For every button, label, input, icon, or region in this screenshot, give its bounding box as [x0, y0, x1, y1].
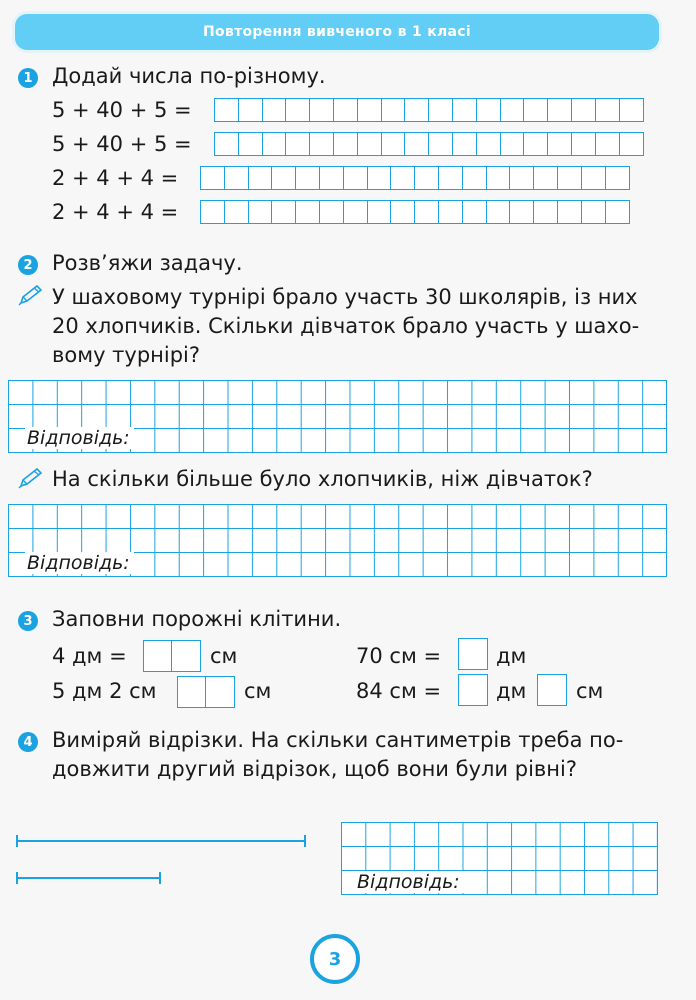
answer-cell[interactable]: [272, 167, 296, 189]
answer-cell[interactable]: [524, 99, 548, 121]
answer-cell[interactable]: [606, 201, 630, 223]
answer-cell[interactable]: [439, 201, 463, 223]
answer-cell[interactable]: [334, 133, 358, 155]
task1-title: Додай числа по-різному.: [52, 64, 326, 88]
answer-cell[interactable]: [239, 133, 263, 155]
answer-cell[interactable]: [344, 201, 368, 223]
task2-question-2: На скільки більше було хлопчиків, ніж дівчаток?: [52, 467, 593, 491]
answer-cell[interactable]: [596, 99, 620, 121]
answer-cell[interactable]: [310, 99, 334, 121]
unit-cm-1: см: [210, 644, 238, 668]
answer-grid-1[interactable]: [214, 98, 644, 122]
answer-cell[interactable]: [548, 99, 572, 121]
task4-line-1: Виміряй відрізки. На скільки сантиметрів треба по-: [52, 728, 624, 752]
answer-cell[interactable]: [286, 133, 310, 155]
answer-cell[interactable]: [320, 201, 344, 223]
task1-expression-2: 5 + 40 + 5 =: [52, 132, 192, 156]
task4-line-2: довжити другий відрізок, щоб вони були рівні?: [52, 757, 577, 781]
answer-cell[interactable]: [368, 201, 392, 223]
answer-cell[interactable]: [320, 167, 344, 189]
answer-cell[interactable]: [596, 133, 620, 155]
answer-cell[interactable]: [510, 167, 534, 189]
answer-cell[interactable]: [463, 167, 487, 189]
answer-cell[interactable]: [415, 167, 439, 189]
answer-cell[interactable]: [429, 99, 453, 121]
answer-cell[interactable]: [558, 167, 582, 189]
unit-cm-2: см: [244, 679, 272, 703]
task1-expression-1: 5 + 40 + 5 =: [52, 98, 192, 122]
answer-cell[interactable]: [572, 133, 596, 155]
task-number-2: 2: [18, 255, 38, 275]
answer-cell[interactable]: [368, 167, 392, 189]
answer-grid-3[interactable]: [200, 166, 630, 190]
answer-cell[interactable]: [263, 133, 287, 155]
input-box-cm-3[interactable]: [537, 674, 567, 706]
task1-expression-3: 2 + 4 + 4 =: [52, 166, 179, 190]
answer-cell[interactable]: [534, 167, 558, 189]
input-box-dm-2[interactable]: [458, 674, 488, 706]
page-number: 3: [310, 934, 360, 984]
answer-cell[interactable]: [429, 133, 453, 155]
answer-label-3: Відповідь:: [355, 871, 464, 893]
answer-cell[interactable]: [477, 99, 501, 121]
conversion-right-1: 70 см =: [356, 644, 442, 668]
answer-cell[interactable]: [391, 201, 415, 223]
answer-cell[interactable]: [510, 201, 534, 223]
answer-cell[interactable]: [201, 201, 225, 223]
answer-cell[interactable]: [344, 167, 368, 189]
answer-cell[interactable]: [263, 99, 287, 121]
input-box-cm-2[interactable]: [177, 676, 235, 708]
answer-cell[interactable]: [534, 201, 558, 223]
task-number-3: 3: [18, 611, 38, 631]
answer-cell[interactable]: [272, 201, 296, 223]
answer-cell[interactable]: [296, 201, 320, 223]
answer-cell[interactable]: [249, 167, 273, 189]
conversion-left-1: 4 дм =: [52, 644, 127, 668]
pencil-icon: [18, 467, 44, 489]
answer-cell[interactable]: [225, 167, 249, 189]
answer-cell[interactable]: [558, 201, 582, 223]
answer-label-1: Відповідь:: [25, 427, 134, 449]
answer-cell[interactable]: [334, 99, 358, 121]
answer-cell[interactable]: [582, 167, 606, 189]
answer-cell[interactable]: [487, 201, 511, 223]
unit-cm-3: см: [576, 679, 604, 703]
answer-cell[interactable]: [620, 133, 644, 155]
answer-cell[interactable]: [215, 133, 239, 155]
answer-cell[interactable]: [296, 167, 320, 189]
answer-cell[interactable]: [415, 201, 439, 223]
answer-cell[interactable]: [286, 99, 310, 121]
task2-problem-line-2: 20 хлопчиків. Скільки дівчаток брало участь у шахо-: [52, 314, 640, 338]
task1-expression-4: 2 + 4 + 4 =: [52, 200, 179, 224]
answer-cell[interactable]: [501, 133, 525, 155]
task2-problem-line-3: вому турнірі?: [52, 343, 201, 367]
unit-dm-1: дм: [496, 644, 527, 668]
answer-cell[interactable]: [215, 99, 239, 121]
conversion-right-2: 84 см =: [356, 679, 442, 703]
answer-cell[interactable]: [382, 133, 406, 155]
answer-cell[interactable]: [477, 133, 501, 155]
pencil-icon: [18, 284, 44, 306]
conversion-left-2: 5 дм 2 см: [52, 679, 157, 703]
answer-cell[interactable]: [453, 133, 477, 155]
answer-grid-4[interactable]: [200, 200, 630, 224]
answer-cell[interactable]: [405, 133, 429, 155]
unit-dm-2: дм: [496, 679, 527, 703]
answer-cell[interactable]: [358, 133, 382, 155]
answer-cell[interactable]: [439, 167, 463, 189]
answer-cell[interactable]: [391, 167, 415, 189]
answer-cell[interactable]: [487, 167, 511, 189]
segment-1: [16, 840, 306, 842]
answer-cell[interactable]: [620, 99, 644, 121]
task2-title: Розв’яжи задачу.: [52, 251, 243, 275]
answer-label-2: Відповідь:: [25, 552, 134, 574]
task-number-1: 1: [18, 68, 38, 88]
task2-problem-line-1: У шаховому турнірі брало участь 30 школярів, із них: [52, 285, 638, 309]
answer-cell[interactable]: [358, 99, 382, 121]
input-box-cm-1[interactable]: [143, 640, 201, 672]
answer-cell[interactable]: [453, 99, 477, 121]
page-header-banner: Повторення вивченого в 1 класі: [15, 14, 659, 50]
answer-grid-2[interactable]: [214, 132, 644, 156]
task3-title: Заповни порожні клітини.: [52, 607, 342, 631]
answer-cell[interactable]: [572, 99, 596, 121]
answer-cell[interactable]: [382, 99, 406, 121]
answer-cell[interactable]: [582, 201, 606, 223]
answer-cell[interactable]: [501, 99, 525, 121]
answer-cell[interactable]: [463, 201, 487, 223]
answer-cell[interactable]: [606, 167, 630, 189]
answer-cell[interactable]: [548, 133, 572, 155]
answer-cell[interactable]: [405, 99, 429, 121]
segment-2: [16, 877, 161, 879]
answer-cell[interactable]: [310, 133, 334, 155]
answer-cell[interactable]: [225, 201, 249, 223]
answer-cell[interactable]: [239, 99, 263, 121]
task-number-4: 4: [18, 732, 38, 752]
input-box-dm-1[interactable]: [458, 638, 488, 670]
answer-cell[interactable]: [524, 133, 548, 155]
answer-cell[interactable]: [249, 201, 273, 223]
answer-cell[interactable]: [201, 167, 225, 189]
